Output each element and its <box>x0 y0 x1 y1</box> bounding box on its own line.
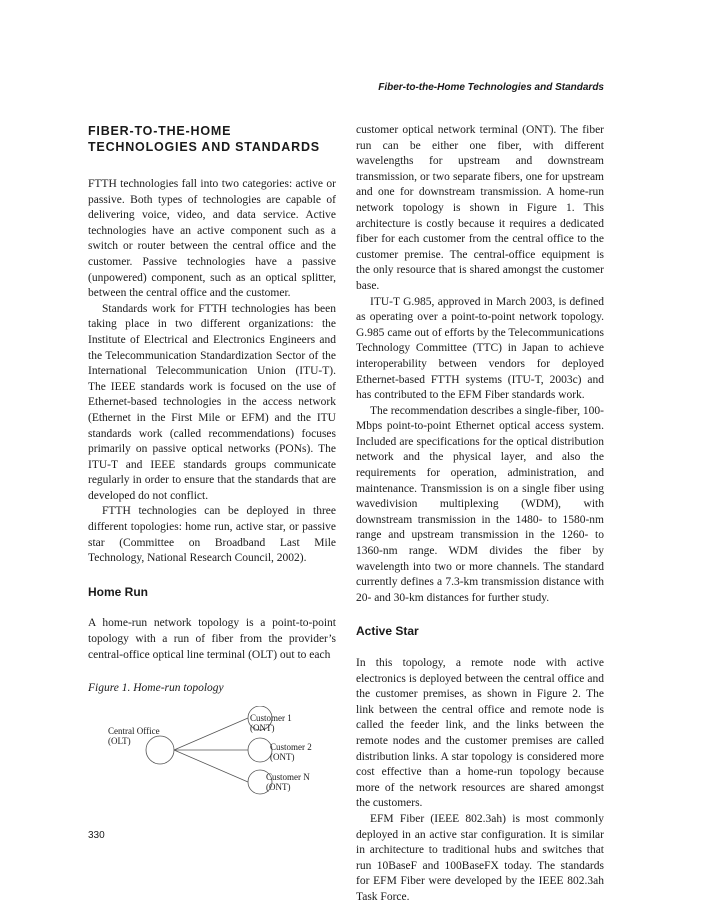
central-office-label <box>108 726 160 746</box>
paragraph: A home-run network topology is a point-to-point topology with a run of fiber from the provider’s central-office optical line terminal (OLT) out to each <box>88 617 336 661</box>
label-line: (ONT) <box>266 782 291 792</box>
paragraph: EFM Fiber (IEEE 802.3ah) is most commonly deployed in an active star configuration. It is similar in architecture to traditional hubs and switches that run 10BaseF and 100BaseFX today. The standards for EFM Fiber were developed by the IEEE 802.3ah Task Force. <box>356 812 604 903</box>
figure-caption: Figure 1. Home-run topology <box>88 682 224 694</box>
paragraph: In this topology, a remote node with active electronics is deployed between the central office and the customer premises, as shown in Figure 2. The link between the central office and remote node is called the feeder link, and the links between the remote nodes and the customer premises are called distribution links. A star topology is considered more cost effective than a home-run topology because more of the network resources are shared amongst the customers. <box>356 657 604 810</box>
paragraph: FTTH technologies can be deployed in three different topologies: home run, active star, or passive star (Committee on Broadband Last Mile Technology, National Research Council, 2002). <box>88 505 336 565</box>
home-run-topology-figure <box>100 706 340 816</box>
label-line: Customer N <box>266 772 310 782</box>
fiber-link-n <box>174 750 248 782</box>
paragraph: FTTH technologies fall into two categories: active or passive. Both types of technologies are capable of delivering voice, video, and data service. Active technologies have an active component such as a switch or router between the central office and the customer. Passive technologies have a passive (unpowered) component, such as an optical splitter, between the central office and the customer. <box>88 178 336 300</box>
paragraph: The recommendation describes a single-fiber, 100-Mbps point-to-point Ethernet optical access system. Included are specifications for the optical distribution network and the physical layer, and also the requirements for operation, administration, and maintenance. Transmission is on a single fiber using wavedivision multiplexing (WDM), with downstream transmission in the 1480- to 1580-nm range and upstream transmission in the 1260- to 1360-nm range. WDM divides the fiber by wavelength into two or more channels. The standard currently defines a 7.3-km transmission distance with 20- and 30-km distances for further study. <box>356 404 604 604</box>
home-run-heading: Home Run <box>88 584 148 599</box>
left-column <box>88 123 336 663</box>
right-column <box>356 123 604 906</box>
label-line: (ONT) <box>270 752 295 762</box>
customer-2-label <box>270 742 312 762</box>
paragraph: Standards work for FTTH technologies has been taking place in two different organizations: the Institute of Electrical and Electronics Engineers and the Telecommunication Standardization Sector of the International Telecommunication Union (ITU-T). The IEEE standards work is focused on the use of Ethernet-based technologies in the access network (Ethernet in the First Mile or EFM) and the ITU standards work (called recommendations) focuses primarily on passive optical networks (PONs). The ITU-T and IEEE standards groups communicate regularly in order to ensure that the standards that are developed do not conflict. <box>88 302 336 502</box>
label-line: Customer 2 <box>270 742 312 752</box>
customer-1-label <box>250 713 292 733</box>
section-title-line2: TECHNOLOGIES AND STANDARDS <box>88 140 320 154</box>
customer-n-label <box>266 772 310 792</box>
label-line: (OLT) <box>108 736 131 746</box>
paragraph: customer optical network terminal (ONT). The fiber run can be either one fiber, with different wavelengths for upstream and downstream transmission, or two separate fibers, one for upstream and one for downstream transmission. A home-run network topology is shown in Figure 1. This architecture is costly because it requires a dedicated fiber for each customer from the central office to the customer premise. The central-office equipment is the only resource that is shared amongst the customer base. <box>356 124 604 292</box>
section-title <box>88 123 336 155</box>
section-title-line1: FIBER-TO-THE-HOME <box>88 124 232 138</box>
paragraph: ITU-T G.985, approved in March 2003, is defined as operating over a point-to-point network topology. G.985 came out of efforts by the Telecommunications Technology Committee (TTC) in Japan to achieve interoperability between vendors for deployed Ethernet-based FTTH systems (ITU-T, 2003c) and has contributed to the EFM Fiber standards work. <box>356 295 604 402</box>
fiber-link-1 <box>174 718 248 750</box>
label-line: (ONT) <box>250 723 275 733</box>
active-star-heading: Active Star <box>356 624 419 639</box>
customer-2-node <box>248 738 272 762</box>
page-number: 330 <box>88 830 105 841</box>
label-line: Central Office <box>108 726 160 736</box>
running-header: Fiber-to-the-Home Technologies and Standards <box>378 82 604 93</box>
label-line: Customer 1 <box>250 713 292 723</box>
